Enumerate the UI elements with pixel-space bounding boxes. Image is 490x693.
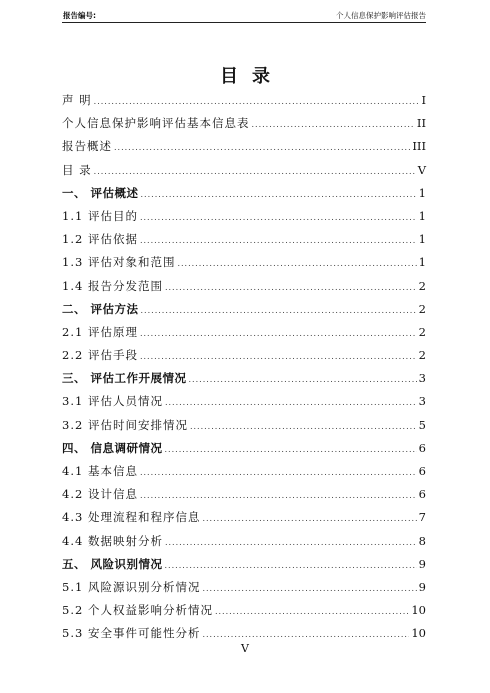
toc-dot-leader — [189, 368, 417, 391]
toc-dot-leader — [140, 484, 417, 507]
toc-entry-page: 1 — [418, 208, 426, 223]
toc-entry-page: 1 — [418, 232, 426, 247]
toc-entry-label: 一、 评估概述 — [62, 185, 139, 200]
toc-dot-leader — [141, 299, 417, 322]
toc-entry-label: 1.1 评估目的 — [62, 208, 138, 223]
toc-entry-8[interactable] — [62, 275, 426, 298]
toc-dot-leader — [177, 252, 416, 275]
toc-dot-leader — [215, 600, 409, 623]
toc-entry-label: 4.1 基本信息 — [62, 464, 138, 478]
toc-entry-page: V — [417, 162, 426, 177]
toc-dot-leader — [165, 531, 417, 554]
toc-entry-22[interactable] — [62, 599, 426, 622]
toc-dot-leader — [190, 415, 417, 438]
toc-dot-leader — [94, 160, 416, 183]
toc-entry-page: 7 — [418, 510, 426, 525]
toc-entry-5[interactable] — [62, 205, 426, 228]
toc-dot-leader — [94, 90, 420, 113]
toc-entry-label: 5.2 个人权益影响分析情况 — [62, 603, 213, 618]
toc-entry-page: 3 — [418, 394, 426, 409]
toc-entry-page: III — [412, 139, 426, 154]
toc-entry-label: 4.2 设计信息 — [62, 487, 138, 502]
toc-entry-label: 目 录 — [62, 162, 92, 177]
toc-dot-leader — [140, 322, 417, 345]
toc-entry-label: 5.3 安全事件可能性分析 — [62, 626, 201, 641]
toc-entry-label: 2.1 评估原理 — [62, 324, 138, 339]
toc-dot-leader — [202, 577, 416, 600]
toc-entry-4[interactable] — [62, 182, 426, 205]
toc-dot-leader — [202, 507, 416, 530]
toc-entry-21[interactable] — [62, 576, 426, 599]
toc-dot-leader — [165, 438, 417, 461]
toc-entry-label: 1.4 报告分发范围 — [62, 278, 163, 293]
toc-entry-page: 1 — [418, 185, 426, 200]
header-doc-title: 个人信息保护影响评估报告 — [336, 11, 426, 20]
header-divider — [62, 22, 426, 23]
toc-dot-leader — [140, 345, 417, 368]
toc-entry-label: 二、 评估方法 — [62, 301, 139, 316]
toc-entry-page: 1 — [418, 255, 426, 270]
toc-entry-label: 五、 风险识别情况 — [62, 556, 163, 571]
toc-entry-page: 2 — [418, 278, 426, 293]
toc-entry-label: 4.4 数据映射分析 — [62, 533, 163, 548]
table-of-contents — [62, 89, 426, 646]
toc-entry-0[interactable] — [62, 89, 426, 112]
toc-entry-label: 声 明 — [62, 93, 92, 107]
toc-entry-page: II — [416, 116, 426, 131]
toc-entry-6[interactable] — [62, 228, 426, 251]
report-number-label: 报告编号: — [63, 11, 96, 20]
toc-entry-page: 3 — [418, 371, 426, 386]
toc-entry-page: 5 — [418, 417, 426, 432]
page-header — [56, 8, 426, 22]
toc-entry-page: 9 — [418, 556, 426, 571]
toc-entry-page: I — [421, 93, 426, 107]
toc-entry-page: 6 — [418, 487, 426, 502]
toc-entry-label: 1.2 评估依据 — [62, 232, 138, 247]
toc-entry-label: 三、 评估工作开展情况 — [62, 371, 187, 386]
toc-entry-9[interactable] — [62, 298, 426, 321]
toc-dot-leader — [165, 276, 417, 299]
toc-entry-label: 3.1 评估人员情况 — [62, 394, 163, 409]
toc-entry-19[interactable] — [62, 530, 426, 553]
toc-entry-label: 1.3 评估对象和范围 — [62, 255, 176, 270]
toc-entry-17[interactable] — [62, 483, 426, 506]
toc-entry-page: 10 — [411, 603, 426, 618]
toc-entry-label: 报告概述 — [62, 139, 112, 154]
toc-entry-11[interactable] — [62, 344, 426, 367]
toc-entry-page: 2 — [418, 301, 426, 316]
toc-entry-15[interactable] — [62, 437, 426, 460]
toc-entry-page: 6 — [418, 464, 426, 478]
toc-entry-label: 5.1 风险源识别分析情况 — [62, 579, 201, 594]
toc-entry-16[interactable] — [62, 460, 426, 483]
toc-entry-label: 个人信息保护影响评估基本信息表 — [62, 116, 250, 131]
toc-entry-label: 3.2 评估时间安排情况 — [62, 417, 188, 432]
toc-dot-leader — [165, 391, 417, 414]
toc-entry-1[interactable] — [62, 112, 426, 135]
toc-dot-leader — [141, 183, 417, 206]
toc-entry-page: 10 — [411, 626, 426, 641]
page-number: V — [241, 642, 249, 655]
toc-dot-leader — [140, 461, 417, 484]
toc-dot-leader — [140, 229, 417, 252]
toc-entry-10[interactable] — [62, 321, 426, 344]
toc-entry-label: 4.3 处理流程和程序信息 — [62, 510, 201, 525]
toc-entry-page: 6 — [418, 440, 426, 455]
toc-dot-leader — [114, 136, 410, 159]
toc-entry-13[interactable] — [62, 390, 426, 413]
toc-entry-page: 9 — [418, 579, 426, 594]
toc-entry-14[interactable] — [62, 414, 426, 437]
toc-entry-7[interactable] — [62, 251, 426, 274]
toc-entry-page: 2 — [418, 348, 426, 363]
toc-entry-2[interactable] — [62, 135, 426, 158]
page-title: 目录 — [220, 66, 284, 87]
toc-dot-leader — [252, 113, 415, 136]
toc-entry-page: 2 — [418, 324, 426, 339]
toc-entry-label: 2.2 评估手段 — [62, 348, 138, 363]
toc-entry-label: 四、 信息调研情况 — [62, 440, 163, 455]
toc-dot-leader — [140, 206, 417, 229]
toc-entry-page: 8 — [418, 533, 426, 548]
toc-entry-12[interactable] — [62, 367, 426, 390]
toc-entry-3[interactable] — [62, 159, 426, 182]
toc-dot-leader — [165, 554, 417, 577]
toc-entry-20[interactable] — [62, 553, 426, 576]
toc-entry-18[interactable] — [62, 506, 426, 529]
